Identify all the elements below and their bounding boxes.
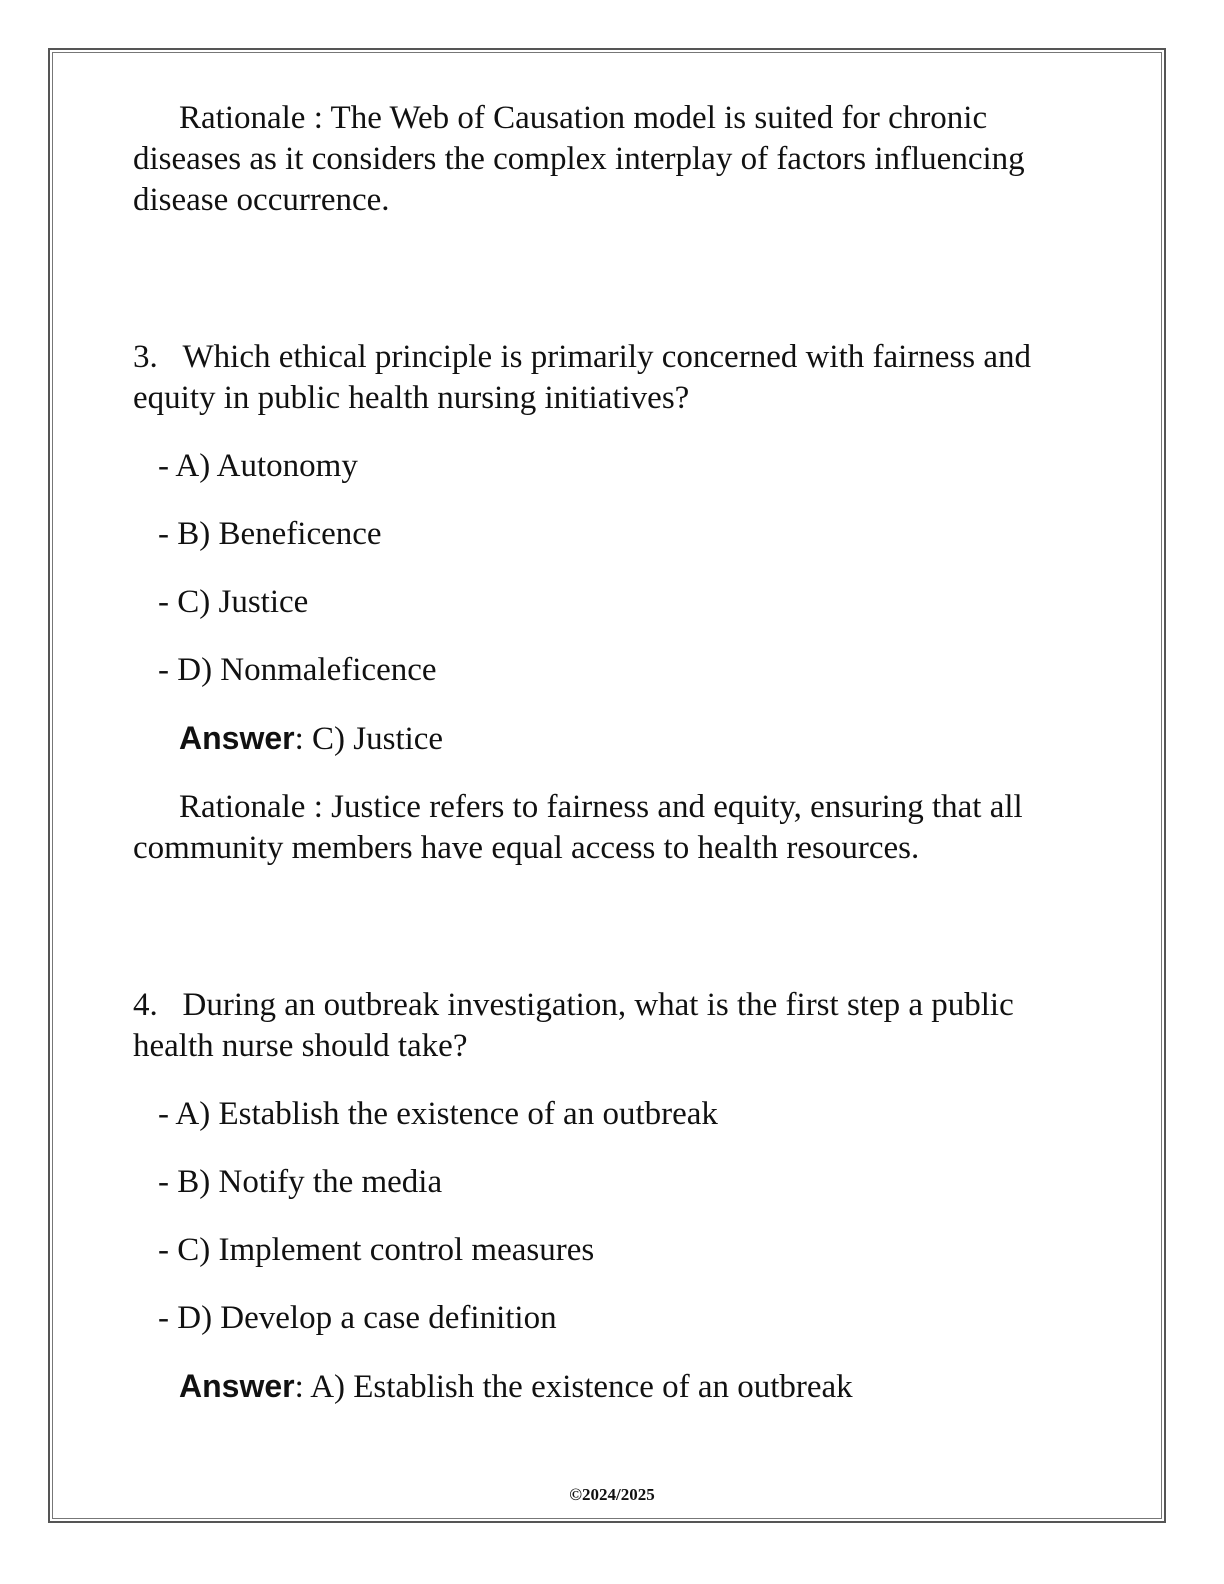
copyright-footer: ©2024/2025 <box>569 1485 655 1504</box>
rationale-label: Rationale <box>179 100 306 136</box>
question-4-stem <box>133 985 1083 1067</box>
answer-text: : C) Justice <box>294 721 444 757</box>
option-c: - C) Justice <box>158 584 309 620</box>
answer-line <box>133 718 1083 760</box>
rationale-label: Rationale <box>179 789 306 825</box>
question-3 <box>133 337 1083 869</box>
answer-text: : A) Establish the existence of an outbreak <box>294 1369 853 1405</box>
option-d: - D) Develop a case definition <box>158 1300 557 1336</box>
question-text: Which ethical principle is primarily concerned with fairness and equity in public health nursing initiatives? <box>133 339 1032 416</box>
option-b: - B) Notify the media <box>158 1164 443 1200</box>
rationale-text: : The Web of Causation model is suited for chronic diseases as it considers the complex interplay of factors influencing disease occurrence. <box>133 100 1025 218</box>
question-3-stem <box>133 337 1083 419</box>
option-d: - D) Nonmaleficence <box>158 652 437 688</box>
rationale-previous <box>133 98 1083 221</box>
question-number: 4. <box>133 987 158 1023</box>
document-content <box>133 98 1083 1408</box>
answer-line <box>133 1366 1083 1408</box>
option-b: - B) Beneficence <box>158 516 382 552</box>
option-a: - A) Autonomy <box>158 448 358 484</box>
question-4 <box>133 985 1083 1408</box>
answer-label: Answer <box>179 1368 295 1404</box>
question-text: During an outbreak investigation, what is the first step a public health nurse should take? <box>133 987 1014 1064</box>
question-number: 3. <box>133 339 158 375</box>
answer-label: Answer <box>179 720 295 756</box>
option-a: - A) Establish the existence of an outbreak <box>158 1096 718 1132</box>
rationale-text: : Justice refers to fairness and equity, ensuring that all community members have equal access to health resources. <box>133 789 1023 866</box>
rationale <box>133 787 1083 869</box>
option-c: - C) Implement control measures <box>158 1232 595 1268</box>
